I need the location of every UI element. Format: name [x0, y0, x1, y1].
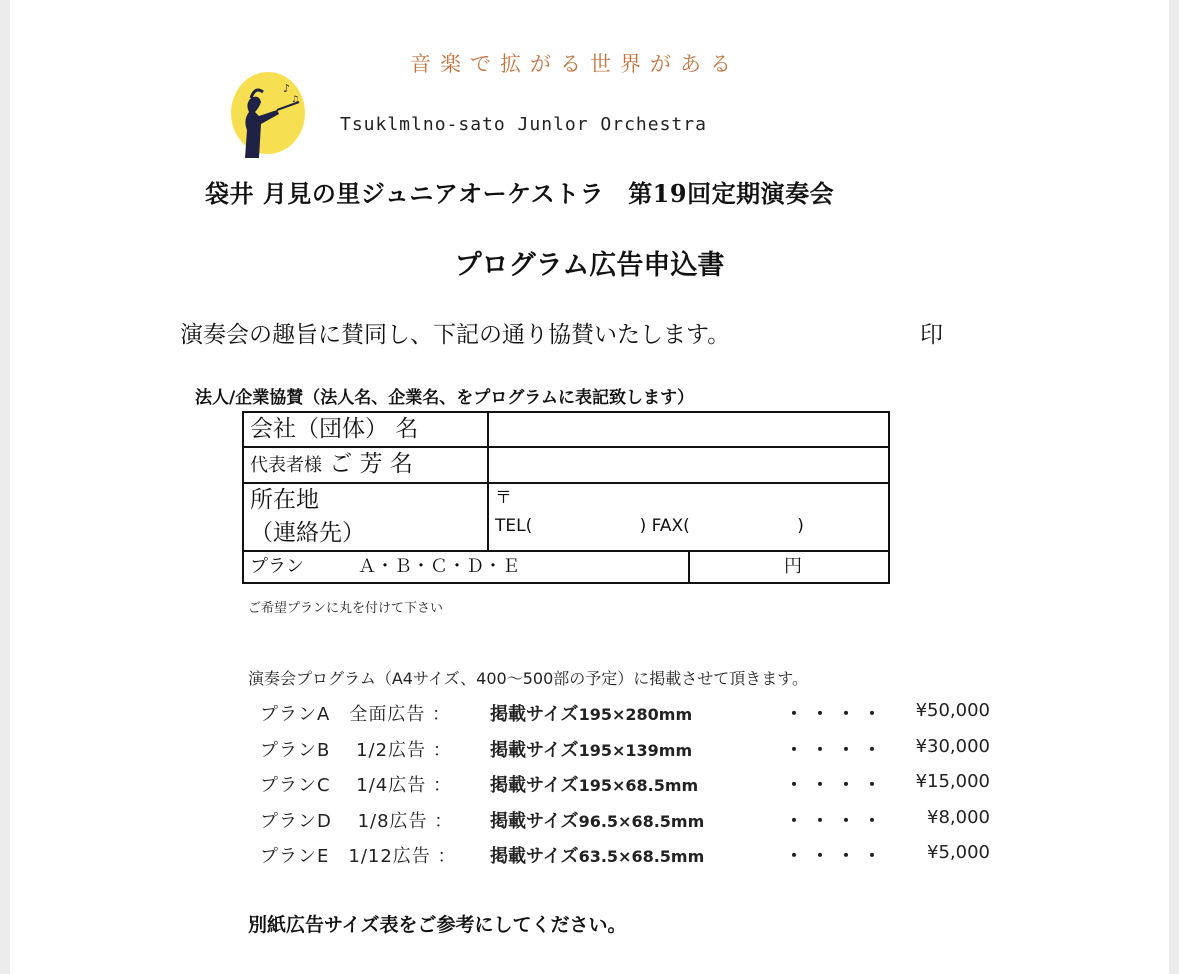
- conductor-moon-logo: [229, 68, 307, 160]
- plan-name: プランD 1/8広告 ：: [260, 810, 454, 832]
- leader-dots: ・・・・: [785, 775, 889, 796]
- plan-row: [243, 551, 889, 583]
- plan-name: プランA 全面広告 ：: [260, 704, 452, 725]
- plan-list: [260, 700, 990, 878]
- representative-name-field[interactable]: [488, 447, 889, 483]
- address-label: [243, 483, 488, 551]
- postal-mark: 〒: [495, 488, 512, 508]
- plan-size: [490, 807, 704, 833]
- sponsor-section-label: 法人/企業協賛（法人名、企業名、をプログラムに表記致します）: [195, 388, 695, 408]
- company-name-label: 会社（団体） 名: [243, 412, 488, 447]
- plan-size: [490, 771, 698, 797]
- size-value: 195×68.5mm: [578, 776, 699, 795]
- representative-label-small: 代表者様: [250, 455, 322, 476]
- address-row: [243, 483, 889, 551]
- plan-price: ¥30,000: [915, 735, 990, 757]
- size-prefix: 掲載サイズ: [490, 704, 579, 725]
- plan-size: [490, 842, 704, 868]
- tel-fax-line: TEL( ) FAX( ): [495, 516, 804, 536]
- plan-item: [260, 736, 990, 772]
- plan-item: [260, 807, 990, 843]
- plan-price: ¥15,000: [915, 771, 990, 792]
- seal-mark: 印: [920, 322, 943, 348]
- program-description: 演奏会プログラム（A4サイズ、400〜500部の予定）に掲載させて頂きます。: [248, 669, 808, 688]
- document-page: [10, 0, 1169, 974]
- plan-price: ¥5,000: [927, 842, 990, 863]
- leader-dots: ・・・・: [785, 846, 889, 867]
- plan-name: プランE 1/12広告 ：: [260, 846, 457, 867]
- address-field[interactable]: [488, 483, 889, 551]
- title-event: 第19回定期演奏会: [628, 179, 835, 208]
- footer-note: 別紙広告サイズ表をご参考にしてください。: [248, 914, 627, 936]
- size-value: 195×280mm: [578, 705, 693, 724]
- representative-row: [243, 447, 889, 483]
- address-label-line2: （連絡先）: [250, 520, 365, 546]
- size-value: 63.5×68.5mm: [578, 847, 705, 866]
- application-form: [242, 411, 890, 584]
- representative-label: [243, 447, 488, 483]
- size-value: 96.5×68.5mm: [578, 811, 705, 831]
- intro-statement: 演奏会の趣旨に賛同し、下記の通り協賛いたします。: [180, 322, 731, 348]
- plan-item: [260, 700, 990, 736]
- plan-size: [490, 700, 692, 726]
- svg-text:♫: ♫: [291, 95, 300, 105]
- representative-label-large: ご 芳 名: [322, 451, 413, 477]
- size-prefix: 掲載サイズ: [490, 810, 579, 832]
- plan-name: プランC 1/4広告 ：: [260, 775, 452, 796]
- svg-text:♪: ♪: [283, 82, 291, 95]
- plan-item: [260, 771, 990, 807]
- company-row: [243, 412, 889, 447]
- plan-name: プランB 1/2広告 ：: [260, 739, 452, 761]
- size-prefix: 掲載サイズ: [490, 846, 579, 867]
- plan-note: ご希望プランに丸を付けて下さい: [248, 601, 444, 616]
- plan-item: [260, 842, 990, 878]
- english-org-name: Tsuklmlno-sato Junlor Orchestra: [340, 114, 707, 135]
- title-org: 袋井 月見の里ジュニアオーケストラ: [205, 179, 605, 208]
- document-subtitle: プログラム広告申込書: [454, 250, 725, 281]
- plan-price: ¥50,000: [915, 700, 990, 721]
- size-prefix: 掲載サイズ: [490, 775, 579, 796]
- tagline: 音楽で拡がる世界がある: [410, 52, 740, 76]
- leader-dots: ・・・・: [785, 704, 889, 725]
- amount-field[interactable]: 円: [689, 551, 890, 583]
- leader-dots: ・・・・: [785, 739, 889, 761]
- page-title: [205, 174, 834, 209]
- size-prefix: 掲載サイズ: [490, 739, 579, 761]
- plan-price: ¥8,000: [927, 806, 990, 828]
- size-value: 195×139mm: [578, 740, 693, 760]
- leader-dots: ・・・・: [785, 810, 889, 832]
- address-label-line1: 所在地: [250, 487, 319, 513]
- company-name-field[interactable]: [488, 412, 889, 447]
- plan-size: [490, 736, 692, 762]
- plan-select-field[interactable]: プラン Ａ・Ｂ・Ｃ・Ｄ・Ｅ: [243, 551, 689, 583]
